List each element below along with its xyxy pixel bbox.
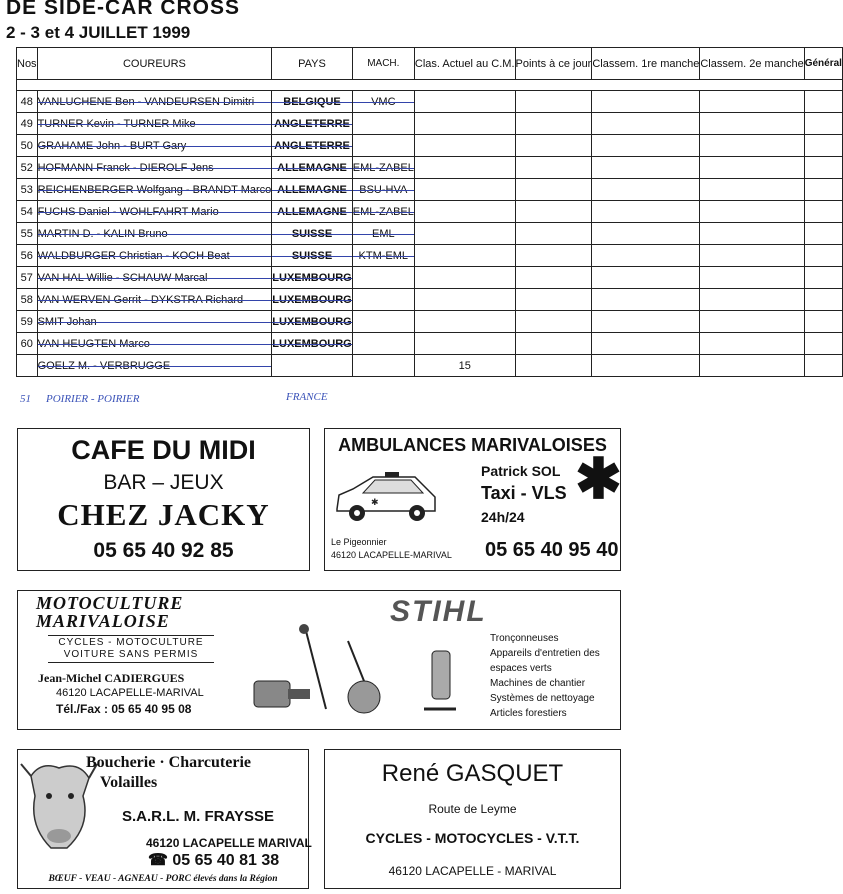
rider-clas	[414, 135, 515, 157]
rider-number: 50	[17, 135, 38, 157]
moto-city: 46120 LACAPELLE-MARIVAL	[56, 687, 204, 699]
rider-clas	[414, 267, 515, 289]
empty-cell	[592, 179, 700, 201]
moto-line-1: CYCLES - MOTOCULTURE	[58, 637, 204, 648]
rider-clas	[414, 201, 515, 223]
empty-cell	[700, 333, 804, 355]
boucherie-phone: ☎ 05 65 40 81 38	[148, 852, 280, 869]
header-clas: Clas. Actuel au C.M.	[414, 48, 515, 80]
rider-machine: EML	[352, 223, 414, 245]
rider-country: LUXEMBOURG	[272, 267, 352, 289]
rider-clas	[414, 113, 515, 135]
header-riders: COUREURS	[37, 48, 272, 80]
rider-names: VAN HAL Willie - SCHAUW Marcal	[37, 267, 272, 289]
empty-cell	[700, 267, 804, 289]
strike-line	[353, 168, 414, 169]
page-title: DE SIDE-CAR CROSS	[6, 0, 241, 19]
empty-cell	[592, 245, 700, 267]
empty-cell	[804, 355, 842, 377]
empty-cell	[700, 289, 804, 311]
rider-country	[272, 355, 352, 377]
empty-cell	[700, 91, 804, 113]
empty-cell	[592, 201, 700, 223]
empty-cell	[592, 267, 700, 289]
header-machine: MACH.	[352, 48, 414, 80]
boucherie-company: S.A.R.L. M. FRAYSSE	[122, 808, 274, 825]
empty-cell	[515, 311, 592, 333]
empty-cell	[700, 311, 804, 333]
empty-cell	[515, 355, 592, 377]
table-row	[17, 333, 843, 355]
rider-machine	[352, 355, 414, 377]
header-classem1: Classem. 1re manche	[592, 48, 700, 80]
rider-clas	[414, 157, 515, 179]
table-row	[17, 289, 843, 311]
product-item: Systèmes de nettoyage	[490, 693, 595, 704]
rider-names: VANLUCHENE Ben - VANDEURSEN Dimitri	[37, 91, 272, 113]
strike-line	[272, 278, 351, 279]
header-general: Général	[804, 48, 842, 80]
strike-line	[353, 102, 414, 103]
header-country: PAYS	[272, 48, 352, 80]
rider-names: SMIT Johan	[37, 311, 272, 333]
empty-cell	[515, 157, 592, 179]
rider-country: LUXEMBOURG	[272, 289, 352, 311]
ambulances-phone: 05 65 40 95 40	[485, 539, 619, 561]
rider-clas	[414, 289, 515, 311]
rider-country: LUXEMBOURG	[272, 333, 352, 355]
ad-motoculture	[17, 590, 621, 730]
rider-number: 58	[17, 289, 38, 311]
rider-country: SUISSE	[272, 245, 352, 267]
rider-names: GRAHAME John - BURT Gary	[37, 135, 272, 157]
moto-title-1: MOTOCULTURE	[36, 593, 184, 613]
strike-line	[272, 234, 351, 235]
empty-cell	[515, 333, 592, 355]
rider-country: ANGLETERRE	[272, 135, 352, 157]
cafe-bar-jeux: BAR – JEUX	[103, 471, 224, 494]
rider-number: 55	[17, 223, 38, 245]
empty-cell	[592, 355, 700, 377]
moto-line-2: VOITURE SANS PERMIS	[63, 649, 199, 660]
strike-line	[38, 322, 272, 323]
strike-line	[272, 212, 351, 213]
table-row	[17, 355, 843, 377]
svg-text:✱: ✱	[371, 498, 379, 508]
rider-clas	[414, 333, 515, 355]
table-row	[17, 223, 843, 245]
strike-line	[38, 124, 272, 125]
ambulances-hours: 24h/24	[481, 509, 525, 525]
empty-cell	[804, 91, 842, 113]
strike-line	[272, 102, 351, 103]
ad-cafe-du-midi	[17, 428, 310, 571]
rider-country: ALLEMAGNE	[272, 179, 352, 201]
rider-names: VAN HEUGTEN Marco	[37, 333, 272, 355]
empty-cell	[515, 223, 592, 245]
strike-line	[38, 190, 272, 191]
strike-line	[38, 168, 272, 169]
gasquet-road: Route de Leyme	[428, 802, 517, 816]
strike-line	[38, 344, 272, 345]
strike-line	[353, 234, 414, 235]
rider-country: SUISSE	[272, 223, 352, 245]
ambulances-taxi: Taxi - VLS	[481, 483, 567, 503]
empty-cell	[700, 201, 804, 223]
empty-cell	[592, 157, 700, 179]
rider-clas	[414, 179, 515, 201]
empty-cell	[515, 289, 592, 311]
rider-names: TURNER Kevin - TURNER Mike	[37, 113, 272, 135]
table-row	[17, 267, 843, 289]
empty-cell	[804, 135, 842, 157]
ad-ambulances	[324, 428, 621, 571]
strike-line	[38, 300, 272, 301]
rider-clas	[414, 91, 515, 113]
strike-line	[38, 212, 272, 213]
empty-cell	[804, 245, 842, 267]
strike-line	[272, 190, 351, 191]
product-item: Articles forestiers	[490, 708, 567, 719]
rider-machine	[352, 113, 414, 135]
empty-cell	[700, 355, 804, 377]
strike-line	[353, 190, 414, 191]
empty-cell	[592, 311, 700, 333]
empty-cell	[700, 179, 804, 201]
strike-line	[272, 256, 351, 257]
empty-cell	[804, 333, 842, 355]
strike-line	[38, 146, 272, 147]
moto-owner: Jean-Michel CADIERGUES	[38, 671, 185, 685]
empty-cell	[592, 113, 700, 135]
gasquet-city: 46120 LACAPELLE - MARIVAL	[388, 864, 557, 878]
handwritten-num: 51	[20, 393, 31, 405]
gasquet-activity: CYCLES - MOTOCYCLES - V.T.T.	[365, 830, 580, 846]
rider-clas: 15	[414, 355, 515, 377]
gasquet-name: René GASQUET	[381, 760, 564, 787]
rider-names: GOELZ M. - VERBRUGGE	[37, 355, 272, 377]
rider-names: VAN WERVEN Gerrit - DYKSTRA Richard	[37, 289, 272, 311]
rider-clas	[414, 245, 515, 267]
rider-clas	[414, 311, 515, 333]
handwritten-riders: POIRIER - POIRIER	[46, 393, 140, 405]
table-row	[17, 245, 843, 267]
table-row	[17, 311, 843, 333]
empty-cell	[804, 311, 842, 333]
empty-cell	[515, 245, 592, 267]
strike-line	[272, 322, 351, 323]
empty-cell	[515, 91, 592, 113]
rider-clas	[414, 223, 515, 245]
empty-cell	[515, 113, 592, 135]
moto-title-2: MARIVALOISE	[36, 611, 170, 631]
empty-cell	[700, 113, 804, 135]
empty-cell	[804, 267, 842, 289]
boucherie-volailles: Volailles	[100, 774, 158, 791]
ad-gasquet	[324, 749, 621, 889]
rider-machine	[352, 333, 414, 355]
boucherie-footer: BŒUF - VEAU - AGNEAU - PORC élevés dans la Région	[48, 874, 278, 884]
product-item: Machines de chantier	[490, 678, 586, 689]
stihl-logo: STIHL	[390, 595, 487, 628]
rider-country: ANGLETERRE	[272, 113, 352, 135]
rider-machine: EML-ZABEL	[352, 201, 414, 223]
rider-country: ALLEMAGNE	[272, 201, 352, 223]
strike-line	[272, 300, 351, 301]
rider-country: BELGIQUE	[272, 91, 352, 113]
empty-cell	[804, 113, 842, 135]
strike-line	[272, 146, 351, 147]
empty-cell	[700, 245, 804, 267]
table-row	[17, 91, 843, 113]
ambulances-city: 46120 LACAPELLE-MARIVAL	[331, 550, 452, 560]
cafe-name: CAFE DU MIDI	[71, 435, 256, 465]
strike-line	[272, 124, 351, 125]
strike-line	[353, 256, 414, 257]
rider-machine	[352, 135, 414, 157]
strike-line	[38, 256, 272, 257]
empty-cell	[592, 289, 700, 311]
empty-cell	[515, 201, 592, 223]
rider-machine: BSU-HVA	[352, 179, 414, 201]
cafe-chez-jacky: CHEZ JACKY	[57, 497, 270, 532]
rider-names: FUCHS Daniel - WOHLFAHRT Mario	[37, 201, 272, 223]
product-item: Tronçonneuses	[490, 633, 559, 644]
rider-country: ALLEMAGNE	[272, 157, 352, 179]
table-row	[17, 179, 843, 201]
rider-number	[17, 355, 38, 377]
strike-line	[38, 366, 272, 367]
rider-number: 49	[17, 113, 38, 135]
rider-number: 53	[17, 179, 38, 201]
header-classem2: Classem. 2e manche	[700, 48, 804, 80]
empty-cell	[592, 333, 700, 355]
strike-line	[38, 102, 272, 103]
rider-names: HOFMANN Franck - DIEROLF Jens	[37, 157, 272, 179]
cafe-phone: 05 65 40 92 85	[93, 539, 234, 562]
empty-cell	[700, 135, 804, 157]
boucherie-title: Boucherie · Charcuterie	[86, 754, 251, 771]
rider-number: 56	[17, 245, 38, 267]
strike-line	[272, 168, 351, 169]
header-points: Points à ce jour	[515, 48, 592, 80]
ambulances-title: AMBULANCES MARIVALOISES	[338, 435, 607, 455]
rider-names: WALDBURGER Christian - KOCH Beat	[37, 245, 272, 267]
rider-machine: EML-ZABEL	[352, 157, 414, 179]
rider-machine: KTM-EML	[352, 245, 414, 267]
header-num: Nos	[17, 48, 38, 80]
rider-number: 54	[17, 201, 38, 223]
empty-cell	[700, 223, 804, 245]
rider-number: 60	[17, 333, 38, 355]
handwritten-country: FRANCE	[286, 391, 328, 403]
ambulances-owner: Patrick SOL	[481, 463, 561, 479]
empty-cell	[515, 179, 592, 201]
moto-products	[490, 631, 618, 721]
rider-names: REICHENBERGER Wolfgang - BRANDT Marco	[37, 179, 272, 201]
rider-number: 52	[17, 157, 38, 179]
ad-boucherie	[17, 749, 312, 889]
strike-line	[353, 212, 414, 213]
boucherie-city: 46120 LACAPELLE MARIVAL	[146, 836, 312, 850]
star-of-life-icon: ✱	[575, 447, 622, 510]
table-row	[17, 201, 843, 223]
rider-machine	[352, 289, 414, 311]
empty-cell	[592, 223, 700, 245]
empty-cell	[592, 135, 700, 157]
empty-cell	[515, 267, 592, 289]
rider-country: LUXEMBOURG	[272, 311, 352, 333]
rider-names: MARTIN D. - KALIN Bruno	[37, 223, 272, 245]
event-date: 2 - 3 et 4 JUILLET 1999	[6, 23, 191, 42]
product-item: Appareils d'entretien des espaces verts	[490, 648, 600, 674]
moto-phone: Tél./Fax : 05 65 40 95 08	[56, 702, 192, 716]
results-table	[16, 47, 843, 377]
table-row	[17, 113, 843, 135]
empty-cell	[804, 223, 842, 245]
moto-activities	[48, 635, 214, 663]
empty-cell	[804, 201, 842, 223]
strike-line	[272, 344, 351, 345]
tools-illustration-icon	[246, 621, 476, 721]
rider-number: 48	[17, 91, 38, 113]
rider-machine: VMC	[352, 91, 414, 113]
empty-cell	[804, 289, 842, 311]
strike-line	[38, 278, 272, 279]
empty-cell	[700, 157, 804, 179]
ambulances-address: Le Pigeonnier	[331, 537, 387, 547]
rider-number: 59	[17, 311, 38, 333]
strike-line	[38, 234, 272, 235]
empty-cell	[592, 91, 700, 113]
empty-cell	[804, 157, 842, 179]
rider-number: 57	[17, 267, 38, 289]
rider-machine	[352, 267, 414, 289]
empty-cell	[515, 135, 592, 157]
ambulance-car-icon	[333, 467, 439, 527]
table-row	[17, 157, 843, 179]
table-row	[17, 135, 843, 157]
rider-machine	[352, 311, 414, 333]
empty-cell	[804, 179, 842, 201]
